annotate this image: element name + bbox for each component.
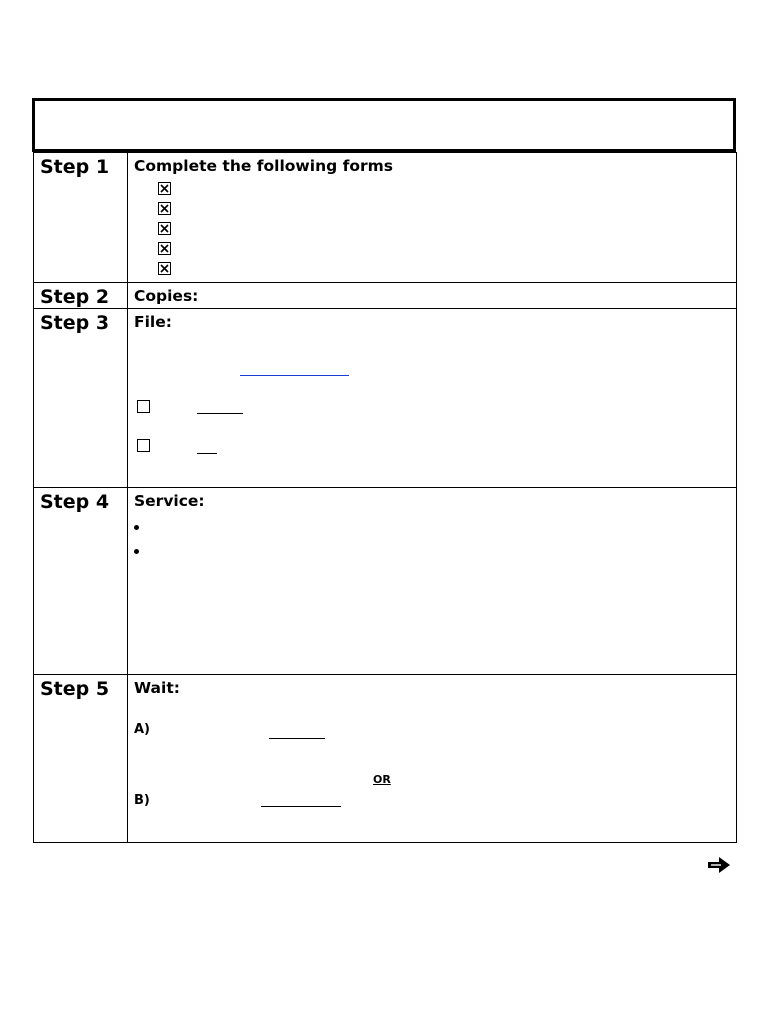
step-label: Step 3	[40, 312, 110, 334]
step-row-3	[34, 309, 737, 488]
step-heading: Complete the following forms	[134, 157, 394, 175]
step-cell	[34, 488, 128, 675]
step-heading: File:	[134, 313, 172, 331]
step-row-1	[34, 153, 737, 283]
step-content	[128, 153, 737, 283]
checked-box-icon[interactable]	[158, 222, 171, 235]
checkbox-icon[interactable]	[137, 400, 150, 413]
checked-box-icon[interactable]	[158, 242, 171, 255]
step-label: Step 2	[40, 286, 110, 308]
step-heading: Copies:	[134, 287, 199, 305]
step-label: Step 5	[40, 678, 110, 700]
option-b-label: B)	[134, 793, 150, 808]
blank-underline	[197, 413, 243, 414]
checked-box-icon[interactable]	[158, 262, 171, 275]
title-box	[32, 98, 736, 152]
step-content	[128, 488, 737, 675]
step-cell	[34, 283, 128, 309]
option-a-label: A)	[134, 722, 151, 737]
step-label: Step 4	[40, 491, 110, 513]
link-underline[interactable]	[240, 375, 349, 376]
or-label: OR	[373, 773, 391, 786]
step-row-5	[34, 675, 737, 843]
blank-underline	[261, 806, 341, 807]
checked-box-icon[interactable]	[158, 182, 171, 195]
steps-table	[33, 152, 737, 843]
step-content	[128, 675, 737, 843]
bullet-icon	[134, 549, 139, 554]
step-cell	[34, 675, 128, 843]
step-label: Step 1	[40, 156, 110, 178]
step-cell	[34, 153, 128, 283]
step-cell	[34, 309, 128, 488]
step-heading: Service:	[134, 492, 205, 510]
step-content	[128, 283, 737, 309]
checked-box-icon[interactable]	[158, 202, 171, 215]
checkbox-icon[interactable]	[137, 439, 150, 452]
step-content	[128, 309, 737, 488]
blank-underline	[269, 738, 325, 739]
step-row-2	[34, 283, 737, 309]
step-row-4	[34, 488, 737, 675]
right-arrow-icon[interactable]	[706, 854, 732, 880]
blank-underline	[197, 453, 217, 454]
form-checklist	[134, 176, 730, 275]
step-heading: Wait:	[134, 679, 180, 697]
bullet-icon	[134, 525, 139, 530]
